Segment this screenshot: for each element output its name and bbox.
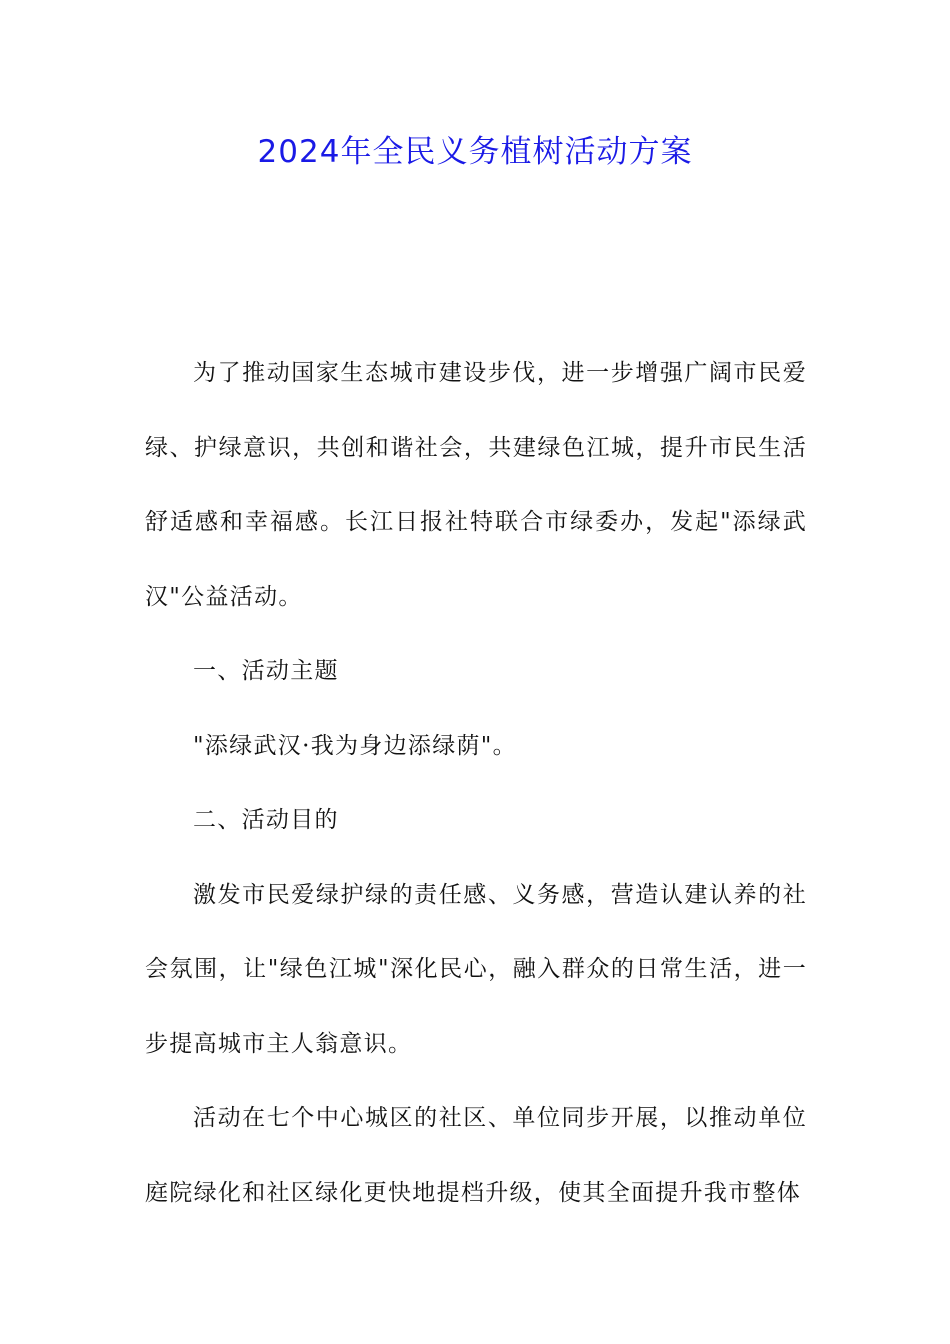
document-body	[145, 336, 807, 1230]
document-title: 2024年全民义务植树活动方案	[257, 134, 693, 170]
paragraph-activity-scope: 活动在七个中心城区的社区、单位同步开展，以推动单位庭院绿化和社区绿化更快地提档升级，使其全面提升我市整体	[145, 1105, 807, 1206]
heading-activity-theme: 一、活动主题	[193, 658, 339, 684]
paragraph-purpose: 激发市民爱绿护绿的责任感、义务感，营造认建认养的社会氛围，让"绿色江城"深化民心，融入群众的日常生活，进一步提高城市主人翁意识。	[145, 881, 807, 1057]
paragraph-theme-slogan: "添绿武汉·我为身边添绿荫"。	[193, 732, 517, 759]
paragraph-intro: 为了推动国家生态城市建设步伐，进一步增强广阔市民爱绿、护绿意识，共创和谐社会，共建绿色江城，提升市民生活舒适感和幸福感。长江日报社特联合市绿委办，发起"添绿武汉"公益活动。	[145, 360, 807, 610]
heading-activity-purpose: 二、活动目的	[193, 807, 339, 833]
